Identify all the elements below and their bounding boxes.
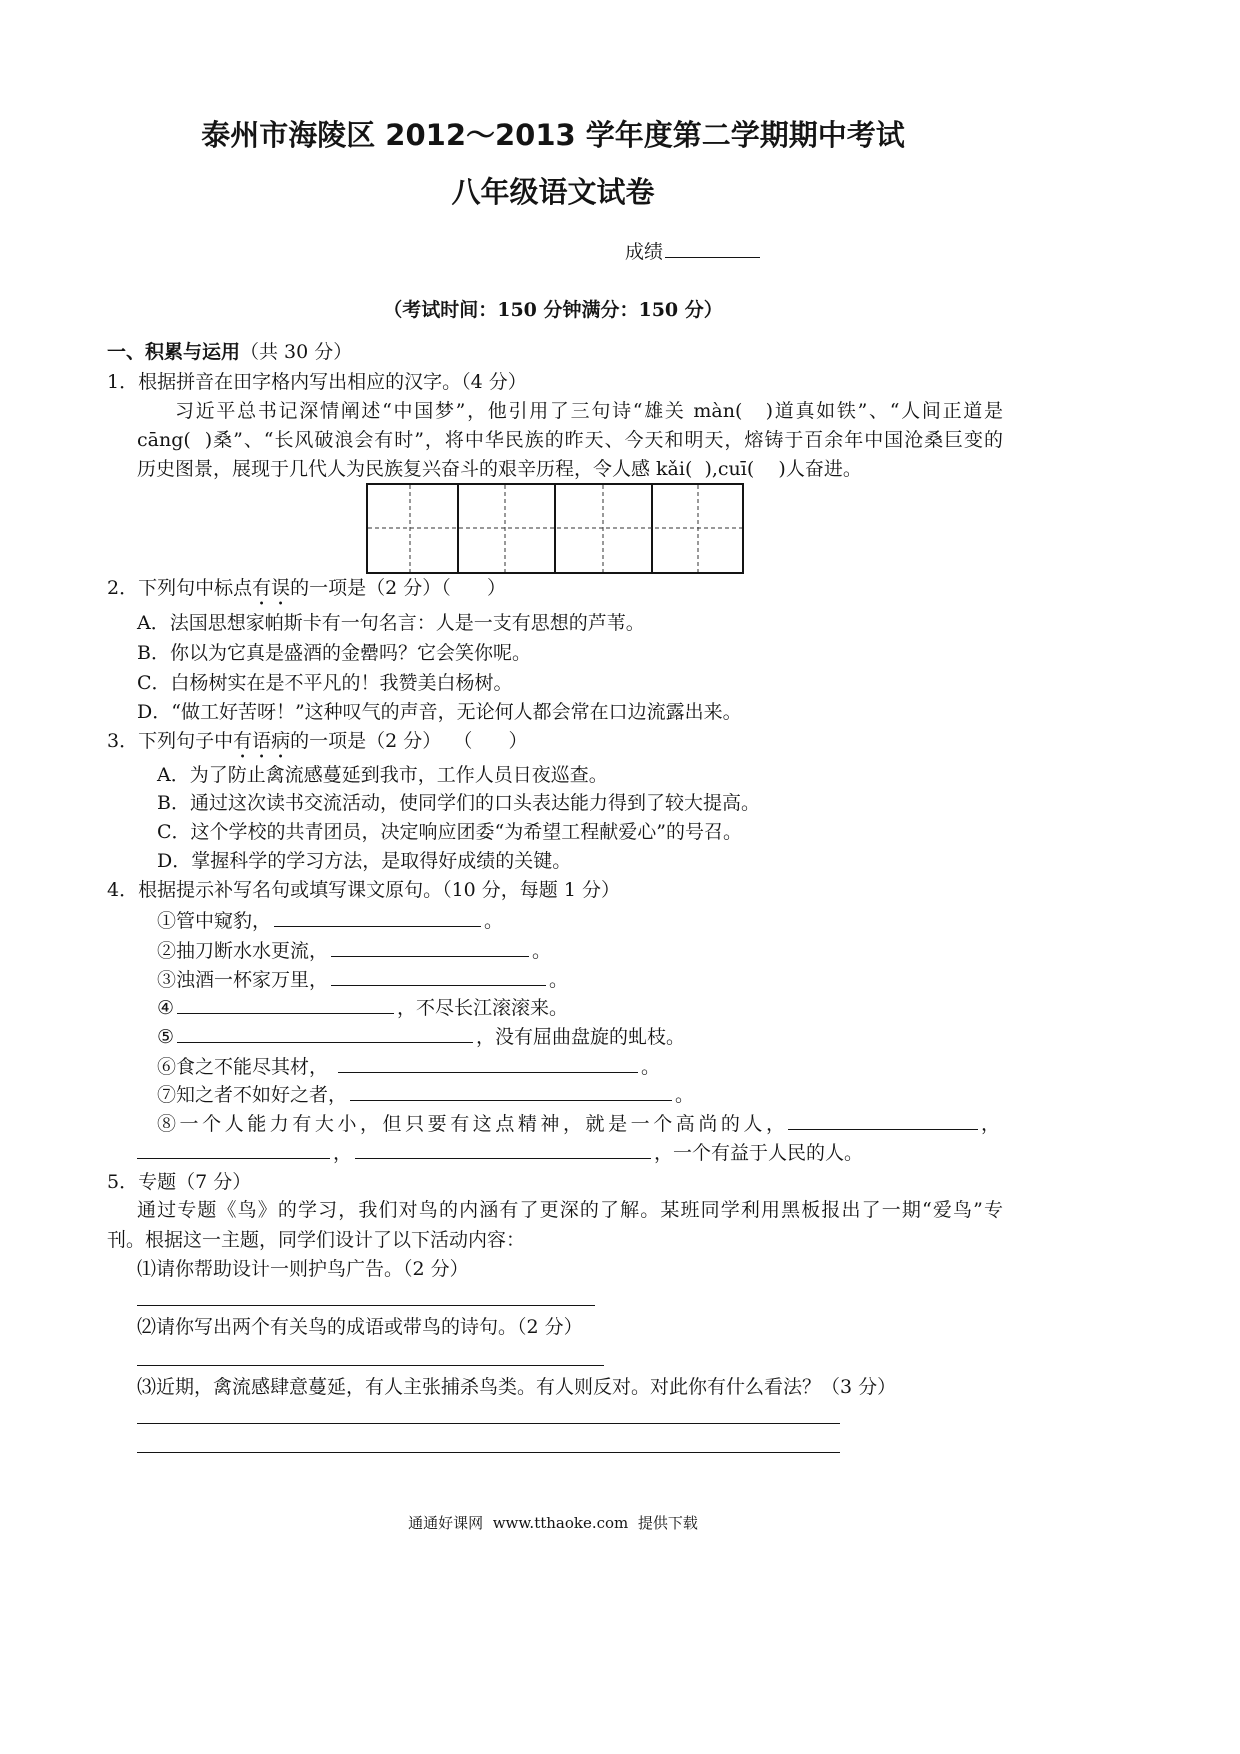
q5-part-1: ⑴请你帮助设计一则护鸟广告。（2 分） bbox=[137, 1258, 469, 1280]
answer-line bbox=[137, 1305, 595, 1306]
q2-option-d: D．“做工好苦呀！”这种叹气的声音，无论何人都会常在口边流露出来。 bbox=[137, 701, 742, 723]
section-heading bbox=[107, 339, 352, 365]
q1-prompt: 1．根据拼音在田字格内写出相应的汉字。（4 分） bbox=[107, 371, 527, 393]
q4-item-text: ④ bbox=[157, 997, 175, 1019]
fill-in-blank bbox=[274, 908, 481, 927]
q2-option-c: C．白杨树实在是不平凡的！我赞美白杨树。 bbox=[137, 672, 513, 694]
q3-option-b: B．通过这次读书交流活动，使同学们的口头表达能力得到了较大提高。 bbox=[157, 792, 760, 814]
q4-item-text: ⑤ bbox=[157, 1026, 175, 1048]
q1-passage-line: cāng( )桑”、“长风破浪会有时”，将中华民族的昨天、今天和明天，熔铸于百余年中国沧桑巨变的 bbox=[137, 429, 1003, 451]
fill-in-blank bbox=[331, 967, 546, 986]
q4-prompt: 4．根据提示补写名句或填写课文原句。（10 分，每题 1 分） bbox=[107, 879, 620, 901]
q4-item-end: 。 bbox=[675, 1084, 695, 1106]
q4-item bbox=[157, 908, 503, 934]
q4-item-text: ⑥食之不能尽其材， bbox=[157, 1056, 329, 1078]
q3-prompt-start: 3．下列句子中 bbox=[107, 730, 234, 752]
q5-intro-line: 通过专题《鸟》的学习，我们对鸟的内涵有了更深的了解。某班同学利用黑板报出了一期“爱鸟”专 bbox=[137, 1199, 1003, 1221]
q4-item-end: ，一个有益于人民的人。 bbox=[654, 1142, 864, 1164]
q5-part-2: ⑵请你写出两个有关鸟的成语或带鸟的诗句。（2 分） bbox=[137, 1316, 583, 1338]
q2-option-b: B．你以为它真是盛酒的金罍吗？它会笑你呢。 bbox=[137, 642, 531, 664]
q4-item-end: ，没有屈曲盘旋的虬枝。 bbox=[476, 1026, 686, 1048]
tianzige-grid bbox=[366, 483, 744, 574]
fill-in-blank bbox=[788, 1111, 978, 1130]
exam-title: 泰州市海陵区 2012～2013 学年度第二学期期中考试 bbox=[201, 118, 905, 152]
q2-prompt-start: 2．下列句中标点 bbox=[107, 577, 253, 599]
answer-line bbox=[137, 1423, 840, 1424]
q2-prompt bbox=[107, 575, 506, 610]
q4-item-end: 。 bbox=[641, 1056, 661, 1078]
q3-prompt-emphasis: 有语病 bbox=[233, 730, 291, 752]
page-footer: 通通好课网 www.tthaoke.com 提供下载 bbox=[408, 1514, 698, 1532]
q2-prompt-end: 的一项是（2 分）（ ） bbox=[290, 577, 506, 599]
q4-item-text: ③浊酒一杯家万里， bbox=[157, 969, 329, 991]
q1-passage-line: 习近平总书记深情阐述“中国梦”，他引用了三句诗“雄关 màn( )道真如铁”、“人间正道是 bbox=[175, 400, 1003, 422]
score-label: 成绩 bbox=[625, 241, 664, 263]
fill-in-blank bbox=[338, 1054, 638, 1073]
q4-item bbox=[157, 1082, 694, 1108]
fill-in-blank bbox=[355, 1140, 651, 1159]
q4-item-text: ②抽刀断水水更流， bbox=[157, 940, 329, 962]
fill-in-blank bbox=[331, 938, 529, 957]
q4-item-end: ， bbox=[981, 1113, 1001, 1135]
q4-item-end: ，不尽长江滚滚来。 bbox=[397, 997, 569, 1019]
q4-item bbox=[157, 1111, 1000, 1137]
q4-item-end: 。 bbox=[549, 969, 569, 991]
q4-item-continuation bbox=[137, 1140, 863, 1166]
q4-item bbox=[157, 1024, 685, 1050]
q5-part-3: ⑶近期，禽流感肆意蔓延，有人主张捕杀鸟类。有人则反对。对此你有什么看法？（3 分） bbox=[137, 1376, 897, 1398]
q2-prompt-emphasis: 有误 bbox=[252, 577, 291, 599]
q4-item-end: 。 bbox=[484, 910, 504, 932]
q4-item-text: ①管中窥豹， bbox=[157, 910, 272, 932]
q1-passage-line: 历史图景，展现于几代人为民族复兴奋斗的艰辛历程，令人感 kǎi( ),cuī( )人奋进。 bbox=[137, 458, 862, 480]
q3-option-d: D．掌握科学的学习方法，是取得好成绩的关键。 bbox=[157, 850, 572, 872]
answer-line bbox=[137, 1365, 604, 1366]
answer-line bbox=[137, 1452, 840, 1453]
q3-option-c: C．这个学校的共青团员，决定响应团委“为希望工程献爱心”的号召。 bbox=[157, 821, 742, 843]
fill-in-blank bbox=[350, 1082, 672, 1101]
q4-item bbox=[157, 938, 551, 964]
q4-item bbox=[157, 967, 568, 993]
q4-item-text: ⑦知之者不如好之者， bbox=[157, 1084, 348, 1106]
fill-in-blank bbox=[137, 1140, 330, 1159]
q3-prompt bbox=[107, 728, 528, 763]
exam-subtitle: 八年级语文试卷 bbox=[451, 175, 655, 209]
q4-item-text: ⑧一个人能力有大小，但只要有这点精神，就是一个高尚的人， bbox=[157, 1113, 785, 1135]
q5-prompt: 5．专题（7 分） bbox=[107, 1171, 252, 1193]
q2-option-a: A．法国思想家帕斯卡有一句名言：人是一支有思想的芦苇。 bbox=[137, 612, 645, 634]
q3-prompt-end: 的一项是（2 分） （ ） bbox=[290, 730, 528, 752]
exam-info: （考试时间：150 分钟满分：150 分） bbox=[383, 299, 723, 321]
section-title: 一、积累与运用 bbox=[107, 341, 241, 363]
q3-option-a: A．为了防止禽流感蔓延到我市，工作人员日夜巡查。 bbox=[157, 764, 608, 786]
fill-in-blank bbox=[177, 995, 394, 1014]
q4-item bbox=[157, 995, 568, 1021]
fill-in-blank bbox=[177, 1024, 473, 1043]
score-blank bbox=[665, 239, 760, 258]
score-field bbox=[625, 239, 763, 265]
q4-item-end: 。 bbox=[532, 940, 552, 962]
q4-item-separator: ， bbox=[333, 1142, 353, 1164]
q5-intro-line: 刊。根据这一主题，同学们设计了以下活动内容： bbox=[107, 1229, 526, 1251]
q4-item bbox=[157, 1054, 660, 1080]
section-points: （共 30 分） bbox=[240, 341, 353, 363]
